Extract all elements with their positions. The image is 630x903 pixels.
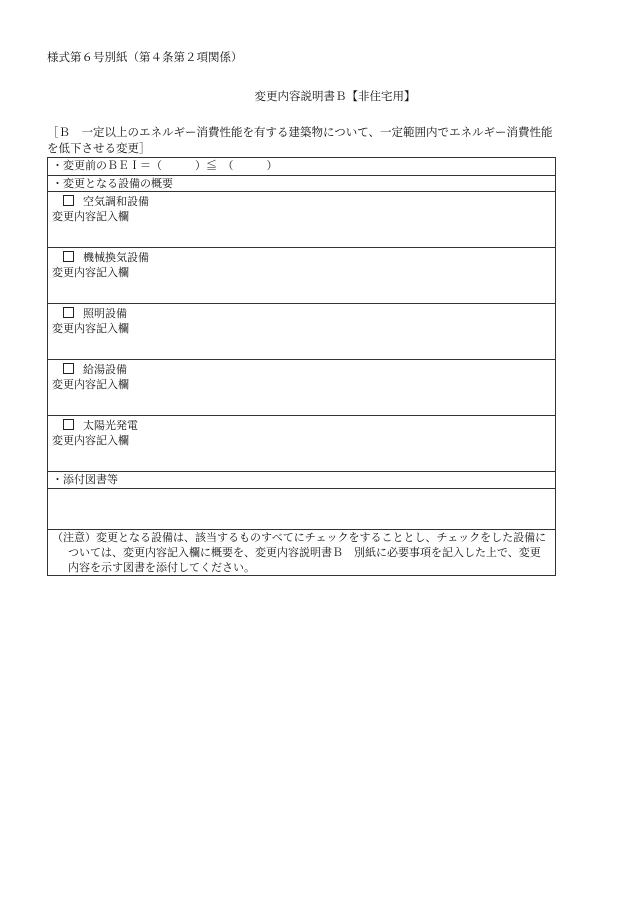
change-entry-label: 変更内容記入欄 [52,322,129,335]
note-row [48,530,556,576]
change-entry-label: 変更内容記入欄 [52,266,129,279]
checkbox-icon[interactable] [63,195,74,206]
equipment-row [48,248,556,304]
checkbox-icon[interactable] [63,363,74,374]
attachments-header-row [48,472,556,489]
checkbox-icon[interactable] [63,419,74,430]
change-entry-label: 変更内容記入欄 [52,378,129,391]
checkbox-icon[interactable] [63,307,74,318]
equipment-name: 機械換気設備 [83,251,149,264]
attachments-label: ・添付図書等 [48,472,556,489]
bei-row [48,158,556,176]
equipment-name: 太陽光発電 [83,419,138,432]
equipment-name: 照明設備 [83,307,127,320]
change-entry-label: 変更内容記入欄 [52,210,129,223]
document-title: 変更内容説明書Ｂ【非住宅用】 [254,89,416,103]
form-number-label: 様式第６号別紙（第４条第２項関係） [47,50,243,64]
overview-label: ・変更となる設備の概要 [48,176,556,192]
attachments-entry-field[interactable] [48,489,556,530]
note-text: （注意）変更となる設備は、該当するものすべてにチェックをすることとし、チェックをした設備については、変更内容記入欄に概要を、変更内容説明書Ｂ 別紙に必要事項を記入した上で、変更内容を示す図書を添付してください。 [52,531,547,574]
change-description-table [47,157,556,576]
overview-header-row [48,176,556,192]
equipment-row [48,192,556,248]
equipment-cell-hvac[interactable] [48,192,556,248]
equipment-cell-ventilation[interactable] [48,248,556,304]
category-description [47,124,587,156]
equipment-cell-lighting[interactable] [48,304,556,360]
note-cell [48,530,556,576]
checkbox-icon[interactable] [63,251,74,262]
equipment-row [48,416,556,472]
equipment-row [48,304,556,360]
category-line-1: ［Ｂ 一定以上のエネルギー消費性能を有する建築物について、一定範囲内でエネルギー消費性能 [47,125,553,139]
equipment-cell-solar[interactable] [48,416,556,472]
change-entry-label: 変更内容記入欄 [52,434,129,447]
equipment-cell-hot-water[interactable] [48,360,556,416]
equipment-name: 給湯設備 [83,363,127,376]
bei-field[interactable]: ・変更前のＢＥＩ＝（ ）≦ （ ） [48,158,556,176]
category-line-2: を低下させる変更］ [47,141,151,155]
equipment-name: 空気調和設備 [83,195,149,208]
attachments-entry-row [48,489,556,530]
equipment-row [48,360,556,416]
